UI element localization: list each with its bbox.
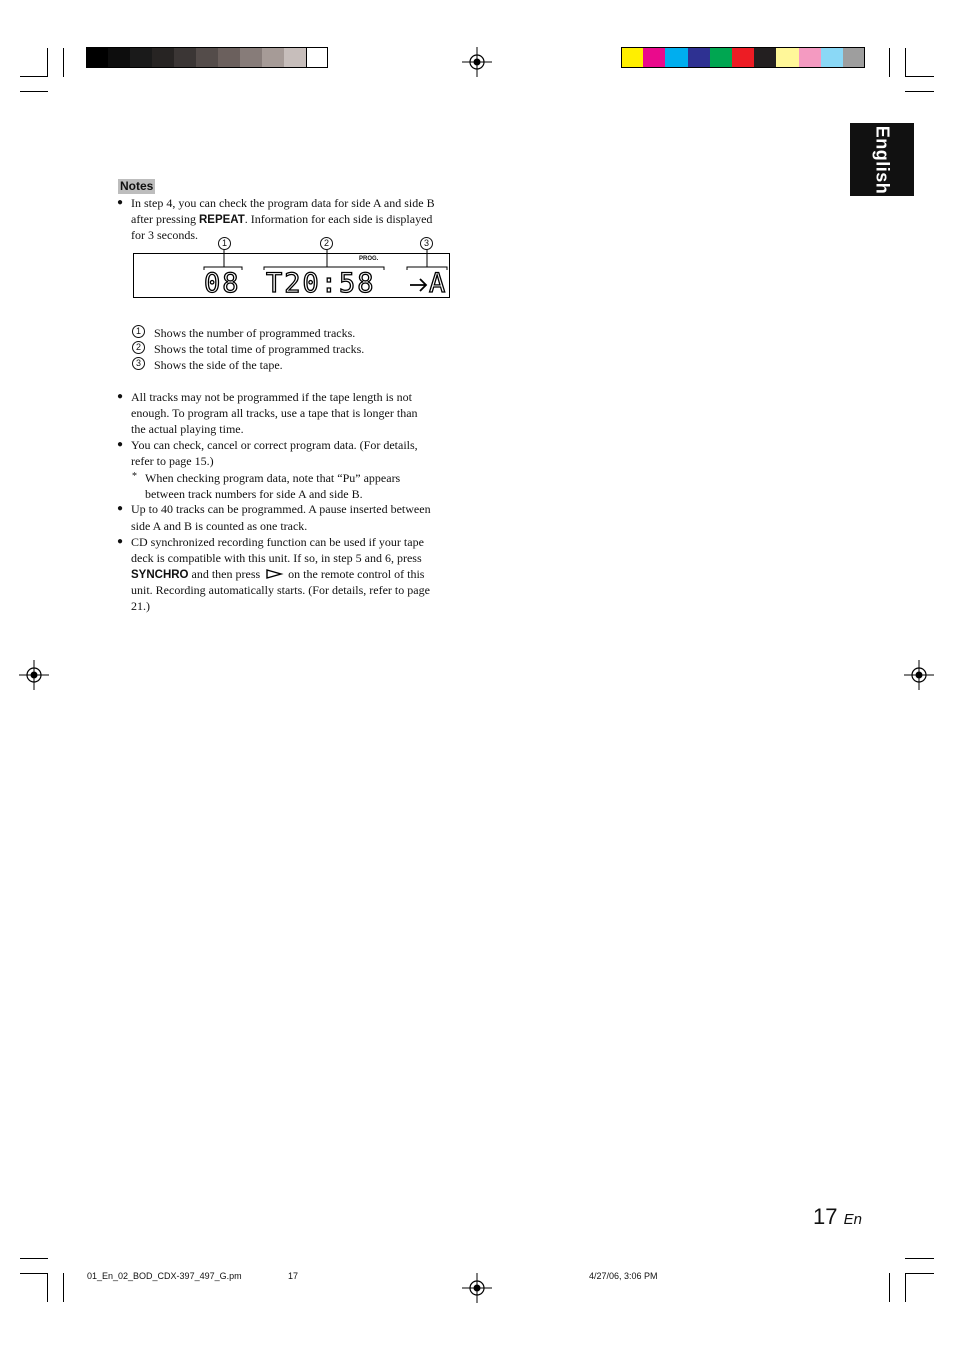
page-number [813, 1204, 862, 1230]
bullet-icon: ● [117, 439, 124, 450]
track-count: 08 [204, 268, 241, 299]
bullet-icon: ● [117, 503, 124, 514]
note-3-line-1: You can check, cancel or correct program data. (For details, [131, 438, 418, 452]
note-1-text-cont: . Information for each side is displayed [244, 212, 433, 226]
note-4-line-2: side A and B is counted as one track. [131, 519, 308, 533]
footer-filename: 01_En_02_BOD_CDX-397_497_G.pm [87, 1271, 242, 1281]
callout-1: 1 [218, 237, 231, 250]
asterisk-mark: * [132, 471, 137, 482]
prog-indicator: PROG. [359, 256, 379, 262]
registration-mark-right-icon [904, 660, 934, 690]
note-2-line-1: All tracks may not be programmed if the tape length is not [131, 390, 412, 404]
note-5-line-5: 21.) [131, 599, 150, 613]
notes-heading: Notes [120, 179, 154, 193]
note-1-line-1: In step 4, you can check the program data for side A and side B [131, 196, 435, 210]
note-5-line-4: unit. Recording automatically starts. (For details, refer to page [131, 583, 430, 597]
page-number-value: 17 [813, 1204, 838, 1229]
calibration-frame [621, 47, 865, 68]
right-arrow-icon [409, 278, 429, 292]
note-1-text: after pressing [131, 212, 199, 226]
bullet-icon: ● [117, 536, 124, 547]
bullet-icon: ● [117, 391, 124, 402]
registration-mark-bottom-icon [462, 1273, 492, 1303]
repeat-key-label: REPEAT [198, 214, 245, 226]
note-3-sub-line-2: between track numbers for side A and side B. [145, 487, 363, 501]
legend-number: 3 [132, 357, 145, 370]
callout-3: 3 [420, 237, 433, 250]
synchro-key-label: SYNCHRO [131, 569, 189, 581]
note-3-line-2: refer to page 15.) [131, 454, 214, 468]
legend-number: 1 [132, 325, 145, 338]
legend-number: 2 [132, 341, 145, 354]
language-tab [850, 123, 914, 196]
registration-mark-left-icon [19, 660, 49, 690]
legend-text: Shows the side of the tape. [154, 358, 283, 372]
note-5-text: and then press [188, 567, 264, 581]
callout-2: 2 [320, 237, 333, 250]
total-time: T20:58 [266, 268, 376, 299]
note-5-line-3 [131, 566, 424, 583]
bullet-icon: ● [117, 197, 124, 208]
tape-side: A [429, 268, 446, 299]
calibration-frame [86, 47, 328, 68]
legend-text: Shows the total time of programmed tracks. [154, 342, 365, 356]
footer-date: 4/27/06, 3:06 PM [589, 1271, 658, 1281]
note-3-sub-line-1: When checking program data, note that “Pu” appears [145, 471, 401, 485]
language-tab-label: English [872, 125, 893, 194]
note-1-line-3: for 3 seconds. [131, 228, 198, 242]
note-5-text-cont: on the remote control of this [285, 567, 425, 581]
note-1-line-2 [131, 211, 432, 228]
lcd-display [133, 253, 450, 298]
note-2-line-2: enough. To program all tracks, use a tape that is longer than [131, 406, 418, 420]
note-5-line-1: CD synchronized recording function can be used if your tape [131, 535, 424, 549]
page-language-suffix: En [843, 1211, 862, 1228]
note-4-line-1: Up to 40 tracks can be programmed. A pause inserted between [131, 502, 431, 516]
note-5-line-2: deck is compatible with this unit. If so, in step 5 and 6, press [131, 551, 422, 565]
footer-page: 17 [288, 1271, 299, 1281]
note-2-line-3: the actual playing time. [131, 422, 244, 436]
play-icon [264, 569, 284, 579]
legend-text: Shows the number of programmed tracks. [154, 326, 356, 340]
registration-mark-top-icon [462, 47, 492, 77]
